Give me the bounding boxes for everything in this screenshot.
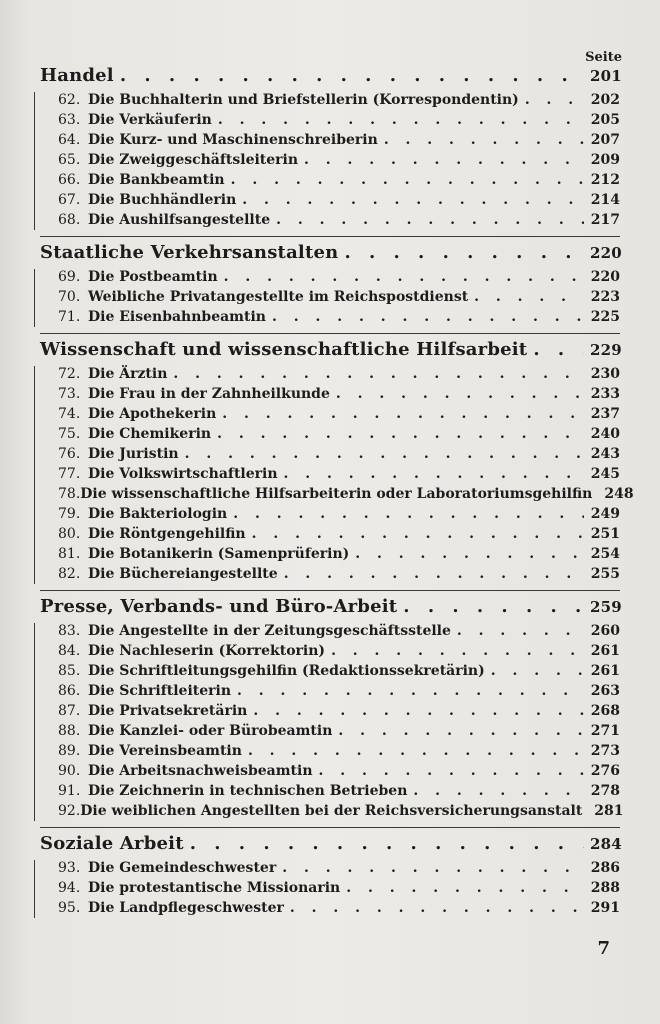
toc-section: [40, 830, 620, 918]
dot-leader: [120, 62, 584, 90]
entry-page: 202: [590, 92, 620, 108]
toc-entry: [40, 267, 620, 287]
entry-number: 69.: [58, 269, 81, 285]
entry-title: Die Privatsekretärin: [88, 703, 248, 719]
dot-leader: [413, 781, 584, 801]
dot-leader: [457, 621, 584, 641]
entry-page: 207: [590, 132, 620, 148]
entry-number: 63.: [58, 112, 81, 128]
entry-number: 80.: [58, 526, 81, 542]
entry-number: 72.: [58, 366, 81, 382]
entry-page: 271: [590, 723, 620, 739]
entry-title: Weibliche Privatangestellte im Reichspostdienst: [88, 289, 469, 305]
toc-entry: [40, 564, 620, 584]
entry-number: 89.: [58, 743, 81, 759]
entry-number: 73.: [58, 386, 81, 402]
dot-leader: [282, 858, 584, 878]
entry-title: Die Eisenbahnbeamtin: [88, 309, 266, 325]
dot-leader: [355, 544, 584, 564]
section-page: 229: [590, 341, 622, 359]
entry-page: 255: [590, 566, 620, 582]
section-heading: [40, 62, 620, 90]
entry-page: 276: [590, 763, 620, 779]
entry-page: 260: [590, 623, 620, 639]
entry-page: 286: [590, 860, 620, 876]
toc-entry: [40, 110, 620, 130]
entry-number: 77.: [58, 466, 81, 482]
section-separator: [40, 236, 620, 237]
entry-number: 75.: [58, 426, 81, 442]
dot-leader: [272, 307, 584, 327]
entry-title: Die Schriftleiterin: [88, 683, 232, 699]
dot-leader: [284, 464, 584, 484]
entry-title: Die Buchhändlerin: [88, 192, 237, 208]
toc-section: [40, 336, 634, 584]
entry-title: Die Frau in der Zahnheilkunde: [88, 386, 330, 402]
toc-entry: [40, 150, 620, 170]
entry-title: Die Apothekerin: [88, 406, 217, 422]
entry-page: 263: [590, 683, 620, 699]
entry-number: 91.: [58, 783, 81, 799]
entry-number: 66.: [58, 172, 81, 188]
entry-number: 83.: [58, 623, 81, 639]
toc-entry: [40, 524, 620, 544]
toc-entry: [40, 404, 620, 424]
entry-title: Die weiblichen Angestellten bei der Reichsversicherungsanstalt: [80, 803, 583, 819]
section-rule: [34, 366, 35, 584]
section-heading: [40, 593, 620, 621]
entry-page: 217: [590, 212, 620, 228]
toc-entry: [40, 464, 620, 484]
toc-entry: [40, 781, 620, 801]
dot-leader: [185, 444, 584, 464]
toc-entry: [40, 424, 620, 444]
section-entries: [40, 90, 620, 230]
section-title: Wissenschaft und wissenschaftliche Hilfsarbeit: [40, 339, 528, 360]
dot-leader: [276, 210, 584, 230]
dot-leader: [525, 90, 584, 110]
entry-page: 288: [590, 880, 620, 896]
entry-number: 79.: [58, 506, 81, 522]
dot-leader: [253, 701, 584, 721]
dot-leader: [491, 661, 584, 681]
entry-title: Die Verkäuferin: [88, 112, 212, 128]
entry-page: 212: [590, 172, 620, 188]
dot-leader: [403, 593, 584, 621]
section-rule: [34, 860, 35, 918]
entry-page: 251: [590, 526, 620, 542]
section-heading: [40, 336, 620, 364]
entry-page: 281: [594, 803, 624, 819]
entry-page: 230: [590, 366, 620, 382]
entry-number: 68.: [58, 212, 81, 228]
entry-page: 214: [590, 192, 620, 208]
entry-number: 65.: [58, 152, 81, 168]
entry-page: 240: [590, 426, 620, 442]
entry-number: 92.: [58, 803, 81, 819]
entry-number: 84.: [58, 643, 81, 659]
entry-page: 223: [590, 289, 620, 305]
toc-entry: [40, 661, 620, 681]
section-entries: [40, 621, 624, 821]
entry-number: 81.: [58, 546, 81, 562]
entry-title: Die Bakteriologin: [88, 506, 228, 522]
entry-page: 245: [590, 466, 620, 482]
toc-entry: [40, 801, 624, 821]
entry-page: 273: [590, 743, 620, 759]
entry-title: Die Röntgengehilfin: [88, 526, 246, 542]
dot-leader: [218, 110, 584, 130]
table-of-contents: [40, 62, 634, 918]
toc-entry: [40, 621, 620, 641]
toc-entry: [40, 504, 620, 524]
toc-section: [40, 62, 620, 230]
entry-title: Die Volkswirtschaftlerin: [88, 466, 278, 482]
toc-section: [40, 593, 624, 821]
section-entries: [40, 267, 620, 327]
dot-leader: [190, 830, 584, 858]
dot-leader: [252, 524, 584, 544]
toc-entry: [40, 170, 620, 190]
entry-number: 87.: [58, 703, 81, 719]
entry-number: 94.: [58, 880, 81, 896]
toc-entry: [40, 721, 620, 741]
entry-page: 243: [590, 446, 620, 462]
entry-page: 268: [590, 703, 620, 719]
entry-title: Die Büchereiangestellte: [88, 566, 278, 582]
dot-leader: [533, 336, 584, 364]
dot-leader: [331, 641, 584, 661]
section-separator: [40, 590, 620, 591]
entry-page: 261: [590, 663, 620, 679]
section-entries: [40, 364, 634, 584]
entry-title: Die Gemeindeschwester: [88, 860, 277, 876]
entry-title: Die Buchhalterin und Briefstellerin (Korrespondentin): [88, 92, 519, 108]
entry-title: Die Postbeamtin: [88, 269, 218, 285]
entry-title: Die Botanikerin (Samenprüferin): [88, 546, 350, 562]
toc-entry: [40, 701, 620, 721]
toc-entry: [40, 858, 620, 878]
entry-number: 76.: [58, 446, 81, 462]
dot-leader: [290, 898, 584, 918]
section-page: 259: [590, 598, 622, 616]
entry-title: Die Zeichnerin in technischen Betrieben: [88, 783, 408, 799]
section-page: 220: [590, 244, 622, 262]
entry-title: Die Schriftleitungsgehilfin (Redaktionssekretärin): [88, 663, 485, 679]
entry-number: 95.: [58, 900, 81, 916]
entry-title: Die Angestellte in der Zeitungsgeschäftsstelle: [88, 623, 451, 639]
entry-page: 261: [590, 643, 620, 659]
section-separator: [40, 333, 620, 334]
toc-entry: [40, 878, 620, 898]
dot-leader: [284, 564, 584, 584]
section-rule: [34, 92, 35, 230]
page-number: 7: [597, 938, 610, 959]
toc-entry: [40, 544, 620, 564]
entry-page: 209: [590, 152, 620, 168]
dot-leader: [233, 504, 584, 524]
section-rule: [34, 623, 35, 821]
dot-leader: [336, 384, 584, 404]
toc-entry: [40, 90, 620, 110]
entry-page: 237: [590, 406, 620, 422]
entry-title: Die Arbeitsnachweisbeamtin: [88, 763, 313, 779]
entry-page: 205: [590, 112, 620, 128]
dot-leader: [248, 741, 584, 761]
entry-title: Die Nachleserin (Korrektorin): [88, 643, 326, 659]
toc-entry: [40, 210, 620, 230]
toc-entry: [40, 898, 620, 918]
toc-entry: [40, 641, 620, 661]
entry-number: 62.: [58, 92, 81, 108]
entry-page: 278: [590, 783, 620, 799]
dot-leader: [242, 190, 584, 210]
entry-number: 88.: [58, 723, 81, 739]
entry-number: 93.: [58, 860, 81, 876]
dot-leader: [173, 364, 584, 384]
entry-title: Die Aushilfsangestellte: [88, 212, 271, 228]
toc-entry: [40, 287, 620, 307]
dot-leader: [384, 130, 584, 150]
dot-leader: [224, 267, 584, 287]
entry-title: Die Zweiggeschäftsleiterin: [88, 152, 299, 168]
toc-entry: [40, 761, 620, 781]
section-entries: [40, 858, 620, 918]
entry-title: Die wissenschaftliche Hilfsarbeiterin oder Laboratoriumsgehilfin: [80, 486, 593, 502]
toc-entry: [40, 130, 620, 150]
section-page: 201: [590, 67, 622, 85]
section-heading: [40, 239, 620, 267]
entry-page: 254: [590, 546, 620, 562]
entry-title: Die Chemikerin: [88, 426, 212, 442]
entry-page: 248: [604, 486, 634, 502]
dot-leader: [231, 170, 584, 190]
entry-number: 78.: [58, 486, 81, 502]
toc-entry: [40, 364, 620, 384]
entry-number: 86.: [58, 683, 81, 699]
dot-leader: [237, 681, 584, 701]
entry-title: Die Vereinsbeamtin: [88, 743, 242, 759]
toc-entry: [40, 681, 620, 701]
dot-leader: [344, 239, 584, 267]
dot-leader: [474, 287, 584, 307]
entry-number: 67.: [58, 192, 81, 208]
dot-leader: [222, 404, 584, 424]
toc-entry: [40, 384, 620, 404]
dot-leader: [304, 150, 584, 170]
dot-leader: [319, 761, 585, 781]
toc-section: [40, 239, 620, 327]
entry-number: 85.: [58, 663, 81, 679]
toc-entry: [40, 307, 620, 327]
dot-leader: [217, 424, 584, 444]
section-separator: [40, 827, 620, 828]
section-title: Handel: [40, 65, 114, 86]
toc-entry: [40, 484, 634, 504]
section-title: Soziale Arbeit: [40, 833, 184, 854]
entry-page: 249: [590, 506, 620, 522]
section-title: Staatliche Verkehrsanstalten: [40, 242, 339, 263]
entry-title: Die Ärztin: [88, 366, 168, 382]
entry-title: Die Juristin: [88, 446, 179, 462]
seite-label: Seite: [585, 50, 622, 65]
entry-number: 71.: [58, 309, 81, 325]
entry-page: 220: [590, 269, 620, 285]
toc-entry: [40, 741, 620, 761]
section-heading: [40, 830, 620, 858]
entry-title: Die Landpflegeschwester: [88, 900, 284, 916]
entry-title: Die Bankbeamtin: [88, 172, 225, 188]
entry-number: 82.: [58, 566, 81, 582]
entry-number: 64.: [58, 132, 81, 148]
entry-number: 70.: [58, 289, 81, 305]
entry-title: Die protestantische Missionarin: [88, 880, 341, 896]
entry-page: 225: [590, 309, 620, 325]
entry-page: 291: [590, 900, 620, 916]
entry-title: Die Kanzlei- oder Bürobeamtin: [88, 723, 333, 739]
toc-entry: [40, 444, 620, 464]
dot-leader: [338, 721, 584, 741]
entry-number: 90.: [58, 763, 81, 779]
entry-number: 74.: [58, 406, 81, 422]
section-rule: [34, 269, 35, 327]
section-title: Presse, Verbands- und Büro-Arbeit: [40, 596, 398, 617]
section-page: 284: [590, 835, 622, 853]
dot-leader: [346, 878, 584, 898]
entry-title: Die Kurz- und Maschinenschreiberin: [88, 132, 378, 148]
entry-page: 233: [590, 386, 620, 402]
toc-entry: [40, 190, 620, 210]
